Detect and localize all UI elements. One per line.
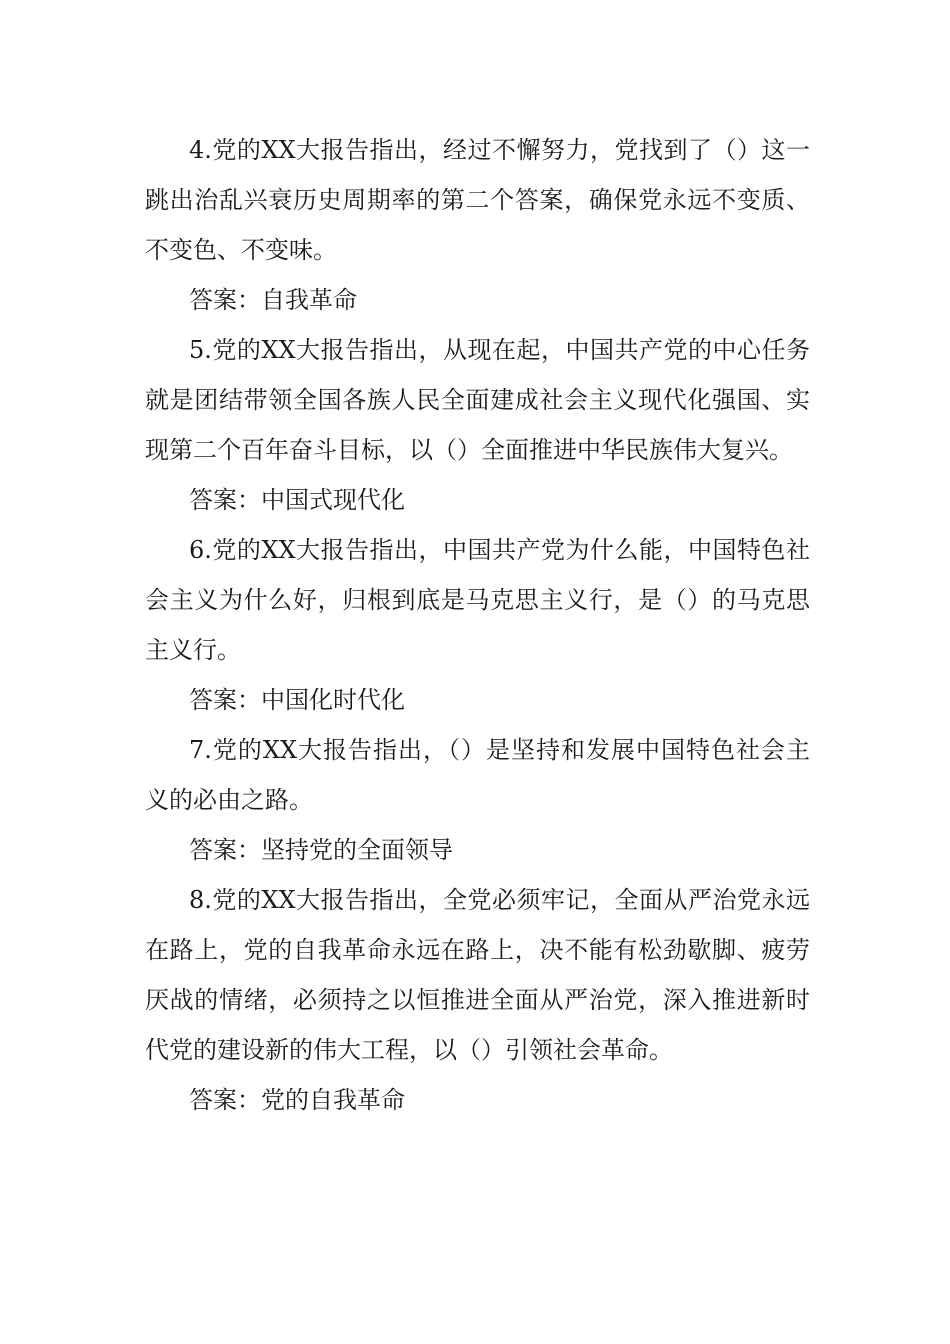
answer-5: 答案：中国式现代化 bbox=[189, 486, 405, 514]
answer-7: 答案：坚持党的全面领导 bbox=[189, 836, 453, 864]
question-6: 6.党的XX大报告指出，中国共产党为什么能，中国特色社会主义为什么好，归根到底是马克思主义行，是（）的马克思主义行。 bbox=[145, 536, 810, 664]
answer-6: 答案：中国化时代化 bbox=[189, 686, 405, 714]
question-4: 4.党的XX大报告指出，经过不懈努力，党找到了（）这一跳出治乱兴衰历史周期率的第二个答案，确保党永远不变质、不变色、不变味。 bbox=[145, 136, 810, 264]
question-7: 7.党的XX大报告指出，（）是坚持和发展中国特色社会主义的必由之路。 bbox=[145, 736, 810, 814]
document-body bbox=[145, 125, 810, 1125]
answer-8: 答案：党的自我革命 bbox=[189, 1086, 405, 1114]
answer-4: 答案：自我革命 bbox=[189, 286, 357, 314]
question-8: 8.党的XX大报告指出，全党必须牢记，全面从严治党永远在路上，党的自我革命永远在路上，决不能有松劲歇脚、疲劳厌战的情绪，必须持之以恒推进全面从严治党，深入推进新时代党的建设新的伟大工程，以（）引领社会革命。 bbox=[145, 886, 810, 1064]
question-5: 5.党的XX大报告指出，从现在起，中国共产党的中心任务就是团结带领全国各族人民全面建成社会主义现代化强国、实现第二个百年奋斗目标，以（）全面推进中华民族伟大复兴。 bbox=[145, 336, 810, 464]
